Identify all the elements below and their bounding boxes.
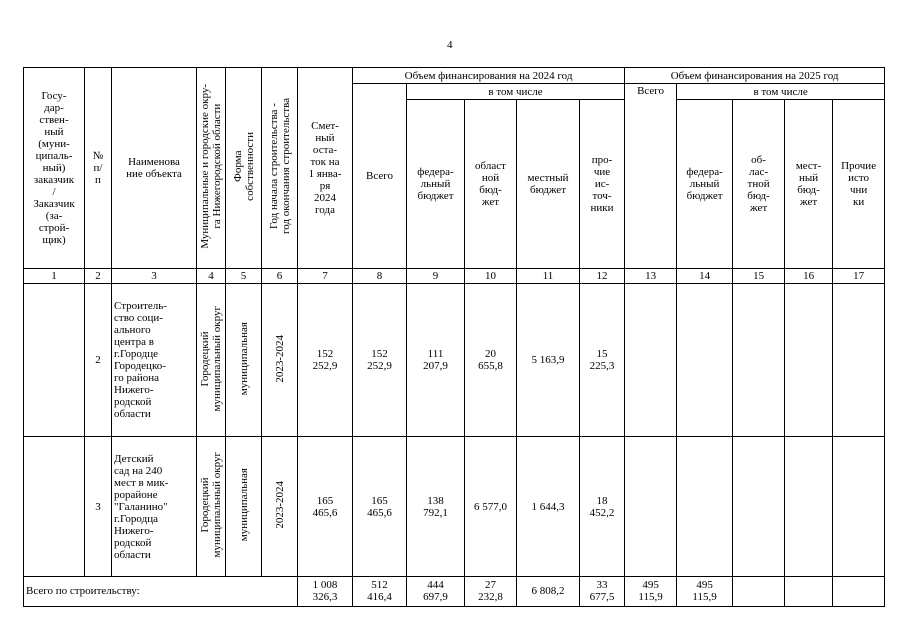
cell-num: 3 [85,437,112,576]
col-number: 11 [517,268,580,283]
cell-regional-2025 [733,283,785,436]
cell-years [262,437,298,576]
header-fin-2025: Объем финансирования на 2025 год [625,68,885,84]
cell-federal-2024: 111 207,9 [407,283,465,436]
cell-num: 2 [85,283,112,436]
header-including-2025: в том числе [677,84,885,100]
cell-ownership [226,437,262,576]
cell-other-2024: 15 225,3 [580,283,625,436]
totals-total-2024: 512 416,4 [353,576,407,606]
cell-local-2024: 5 163,9 [517,283,580,436]
totals-other-2025 [833,576,885,606]
col-number: 4 [197,268,226,283]
cell-total-2024: 152 252,9 [353,283,407,436]
cell-ownership-text: муниципальная [237,322,250,396]
totals-regional-2025 [733,576,785,606]
cell-other-2025 [833,283,885,436]
totals-label: Всего по строительству: [24,576,298,606]
totals-row [24,576,885,606]
header-years [262,68,298,269]
cell-other-2025 [833,437,885,576]
cell-total-2024: 165 465,6 [353,437,407,576]
header-other-2024: про- чие ис- точ- ники [580,100,625,269]
header-ownership-text: Форма собственности [231,132,256,201]
header-row-1 [24,68,885,84]
header-regional-2025: об- лас- тной бюд- жет [733,100,785,269]
cell-total-2025 [625,283,677,436]
cell-regional-2025 [733,437,785,576]
col-number: 8 [353,268,407,283]
header-customer: Госу- дар- ствен- ный (муни- ципаль- ный) заказчик / Заказчик (за- строй- щик) [24,68,85,269]
header-total-2025: Всего [625,84,677,269]
col-number: 7 [298,268,353,283]
header-local-2025: мест- ный бюд- жет [785,100,833,269]
totals-federal-2025: 495 115,9 [677,576,733,606]
financing-table [23,67,885,607]
cell-object-name: Детский сад на 240 мест в мик- рорайоне "Галанино" г.Городца Нижего- родской области [112,437,197,576]
totals-local-2025 [785,576,833,606]
cell-total-2025 [625,437,677,576]
cell-local-2025 [785,283,833,436]
header-federal-2024: федера- льный бюджет [407,100,465,269]
cell-years [262,283,298,436]
col-number: 2 [85,268,112,283]
cell-regional-2024: 6 577,0 [465,437,517,576]
header-federal-2025: федера- льный бюджет [677,100,733,269]
cell-local-2025 [785,437,833,576]
totals-total-2025: 495 115,9 [625,576,677,606]
column-number-row [24,268,885,283]
header-other-2025: Прочие исто чни ки [833,100,885,269]
cell-district-text: Городецкий муниципальный округ [199,452,223,558]
col-number: 10 [465,268,517,283]
table-row [24,283,885,436]
cell-customer [24,437,85,576]
cell-ownership [226,283,262,436]
col-number: 3 [112,268,197,283]
cell-years-text: 2023-2024 [273,481,286,529]
cell-regional-2024: 20 655,8 [465,283,517,436]
cell-federal-2025 [677,437,733,576]
cell-local-2024: 1 644,3 [517,437,580,576]
col-number: 5 [226,268,262,283]
header-district [197,68,226,269]
cell-ownership-text: муниципальная [237,468,250,542]
header-years-text: Год начала строительства - год окончания строительства [267,98,292,235]
header-total-2024: Всего [353,84,407,269]
header-name: Наименова ние объекта [112,68,197,269]
col-number: 9 [407,268,465,283]
totals-other-2024: 33 677,5 [580,576,625,606]
totals-local-2024: 6 808,2 [517,576,580,606]
col-number: 17 [833,268,885,283]
col-number: 13 [625,268,677,283]
totals-federal-2024: 444 697,9 [407,576,465,606]
cell-balance: 152 252,9 [298,283,353,436]
cell-federal-2025 [677,283,733,436]
totals-balance: 1 008 326,3 [298,576,353,606]
col-number: 15 [733,268,785,283]
totals-regional-2024: 27 232,8 [465,576,517,606]
page-number: 4 [447,39,453,51]
header-balance: Смет- ный оста- ток на 1 янва- ря 2024 года [298,68,353,269]
header-fin-2024: Объем финансирования на 2024 год [353,68,625,84]
header-local-2024: местный бюджет [517,100,580,269]
cell-object-name: Строитель- ство соци- ального центра в г.Городце Городецко- го района Нижего- родской области [112,283,197,436]
cell-balance: 165 465,6 [298,437,353,576]
header-num: № п/ п [85,68,112,269]
cell-district [197,283,226,436]
cell-district-text: Городецкий муниципальный округ [199,305,223,412]
col-number: 16 [785,268,833,283]
col-number: 6 [262,268,298,283]
cell-district [197,437,226,576]
cell-other-2024: 18 452,2 [580,437,625,576]
header-regional-2024: област ной бюд- жет [465,100,517,269]
cell-federal-2024: 138 792,1 [407,437,465,576]
col-number: 12 [580,268,625,283]
col-number: 1 [24,268,85,283]
col-number: 14 [677,268,733,283]
header-including-2024: в том числе [407,84,625,100]
table-row [24,437,885,576]
cell-years-text: 2023-2024 [273,334,286,383]
header-district-text: Муниципальные и городские окру- га Нижегородской области [199,84,223,249]
cell-customer [24,283,85,436]
header-ownership [226,68,262,269]
